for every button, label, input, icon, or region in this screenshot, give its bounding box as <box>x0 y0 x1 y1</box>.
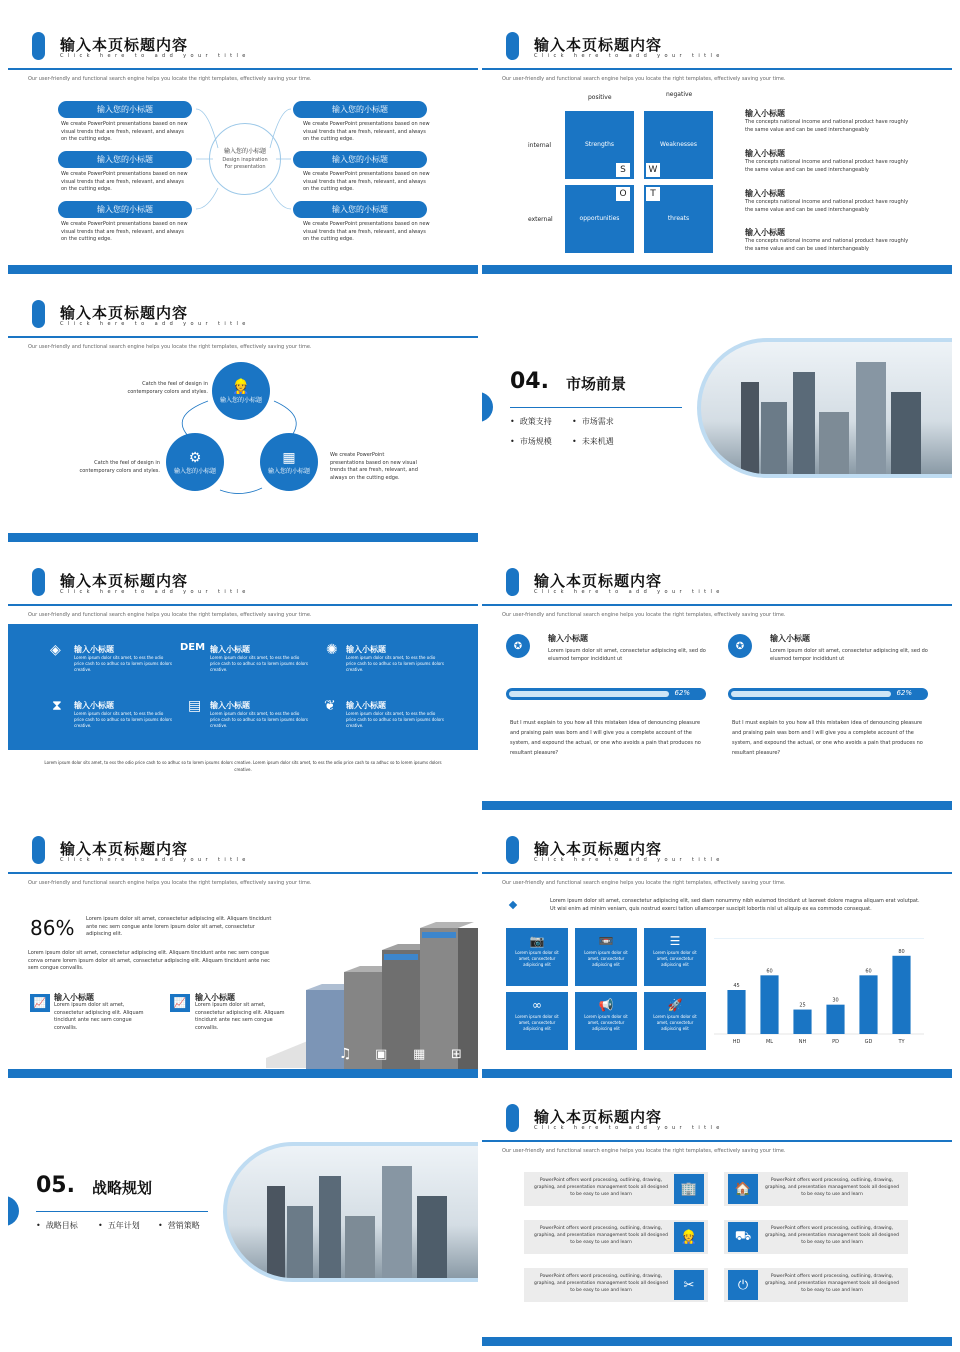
megaphone-icon: 📢 <box>598 998 614 1012</box>
page-desc: Our user-friendly and functional search engine helps you locate the right templates, effectively saving your time. <box>502 1148 786 1154</box>
slide-1[interactable] <box>8 8 478 274</box>
card-4 <box>724 1220 908 1254</box>
section-number: 04. <box>510 369 549 394</box>
worker-icon: 👷 <box>232 378 250 395</box>
item-text-6: We create PowerPoint presentations based on new visual trends that are fresh, relevant, and always on the cutting edge. <box>303 221 430 242</box>
progress-fill-2 <box>731 691 891 697</box>
label-pill-2: 输入您的小标题 <box>58 151 192 168</box>
chart-value-label: 25 <box>799 1002 806 1009</box>
sub2-title: 输入小标题 <box>195 993 235 1002</box>
svg-text:⊞: ⊞ <box>451 1047 462 1062</box>
mid-paragraph: Lorem ipsum dolor sit amet, consectetur adipiscing elit. Aliquam tincidunt ante nec sem congue conva ornare lorem ipsum dolor sit amet, consectetur adipiscing elit. Aliquam tincidunt ante nec sem congue convallis. <box>28 950 270 971</box>
feature-title: 输入小标题 <box>74 645 114 654</box>
shield-icon: ◈ <box>50 642 61 658</box>
side-text: The concepts national income and national product have roughly the same value and can be used interchangeably <box>745 119 909 133</box>
chart-icon: 📈 <box>170 994 190 1012</box>
svg-text:▣: ▣ <box>375 1047 388 1062</box>
page-title: 输入本页标题内容 <box>534 572 663 590</box>
header-line <box>482 872 952 874</box>
card-text: PowerPoint offers word processing, outlining, drawing, graphing, and presentation management tools all designed to be easy to use and learn <box>765 1274 899 1293</box>
page-desc: Our user-friendly and functional search engine helps you locate the right templates, effectively saving your time. <box>28 612 312 618</box>
chart-category-label: ML <box>765 1039 774 1045</box>
card-text: PowerPoint offers word processing, outlining, drawing, graphing, and presentation management tools all designed to be easy to use and learn <box>534 1274 668 1293</box>
side-item-3 <box>745 188 910 214</box>
page-subtitle: Click here to add your title <box>60 53 250 59</box>
node-label: 输入您的小标题 <box>267 467 310 475</box>
right-text: We create PowerPoint presentations based on new visual trends that are fresh, relevant, and always on the cutting edge. <box>330 452 418 481</box>
section-number: 05. <box>36 1173 75 1198</box>
chart-category-label: PD <box>832 1039 839 1045</box>
swot-strengths: Strengths <box>565 111 634 179</box>
side-text: The concepts national income and national product have roughly the same value and can be used interchangeably <box>745 199 909 213</box>
title-pill <box>506 568 519 596</box>
page-title: 输入本页标题内容 <box>60 572 189 590</box>
block1-title: 输入小标题 <box>548 634 588 643</box>
feature-6 <box>346 700 446 729</box>
title-pill <box>506 1104 519 1132</box>
tile-text: Lorem ipsum dolor sit amet, consectetur adipiscing elit <box>584 950 628 967</box>
card-5 <box>524 1268 708 1302</box>
page-title: 输入本页标题内容 <box>534 840 663 858</box>
rocket-icon: 🚀 <box>667 998 683 1012</box>
center-title: 输入您的小标题 <box>223 148 266 155</box>
sub1-title: 输入小标题 <box>54 993 94 1002</box>
svg-text:▦: ▦ <box>413 1047 426 1062</box>
label-pill-6: 输入您的小标题 <box>293 201 427 218</box>
slide-9[interactable] <box>8 1080 478 1346</box>
tile-binoculars <box>506 992 568 1050</box>
progress-label-1: 62% <box>674 689 690 697</box>
tile-text: Lorem ipsum dolor sit amet, consectetur adipiscing elit <box>515 950 559 967</box>
swot-s-letter: S <box>616 163 630 177</box>
diamond-bullet <box>509 901 517 909</box>
header-line <box>482 604 952 606</box>
page-subtitle: Click here to add your title <box>534 857 724 863</box>
swot-weaknesses: Weaknesses <box>644 111 713 179</box>
feature-title: 输入小标题 <box>346 645 386 654</box>
feature-title: 输入小标题 <box>346 701 386 710</box>
slide-8[interactable] <box>482 812 952 1078</box>
side-item-2 <box>745 148 910 174</box>
side-text: The concepts national income and national product have roughly the same value and can be used interchangeably <box>745 238 909 252</box>
chart-value-label: 60 <box>766 968 773 975</box>
side-title: 输入小标题 <box>745 149 785 158</box>
page-subtitle: Click here to add your title <box>534 53 724 59</box>
star-badge-icon: ✪ <box>728 634 752 658</box>
camera-icon: 📷 <box>529 934 545 948</box>
page-desc: Our user-friendly and functional search engine helps you locate the right templates, effectively saving your time. <box>28 880 312 886</box>
card-6 <box>724 1268 908 1302</box>
side-title: 输入小标题 <box>745 109 785 118</box>
feature-title: 输入小标题 <box>210 645 250 654</box>
bullet-text: 未来机遇 <box>581 437 614 446</box>
block2-body: But I must explain to you how all this mistaken idea of denouncing pleasure and praising pain was born and I will give you a complete account of the system, and expound the actual, or one who avoids a pain that produces no resultant pleasure? <box>732 720 923 756</box>
top-text: Catch the feel of design in contemporary colors and styles. <box>127 381 208 395</box>
bottom-bar <box>482 265 952 274</box>
tile-text: Lorem ipsum dolor sit amet, consectetur adipiscing elit <box>653 950 697 967</box>
page-desc: Our user-friendly and functional search engine helps you locate the right templates, effectively saving your time. <box>28 344 312 350</box>
bullet-text: 营销策略 <box>167 1221 200 1230</box>
chart-value-label: 80 <box>898 948 905 955</box>
side-title: 输入小标题 <box>745 189 785 198</box>
page-title: 输入本页标题内容 <box>60 36 189 54</box>
block1-text: Lorem ipsum dolor sit amet, consectetur adipiscing elit, sed do eiusmod tempor incididunt ut <box>548 648 706 662</box>
section-line <box>510 407 682 408</box>
item-text-2: We create PowerPoint presentations based on new visual trends that are fresh, relevant, and always on the cutting edge. <box>61 171 188 192</box>
feature-text: Lorem ipsum dolor sits amet, to ess the odio price cash to so adhuc so to lorem ipsums dolors creative. <box>210 711 309 728</box>
section-title: 市场前景 <box>566 375 627 393</box>
label-pill-3: 输入您的小标题 <box>58 201 192 218</box>
left-text: Catch the feel of design in contemporary colors and styles. <box>79 460 160 474</box>
bullet-text: 市场规模 <box>519 437 552 446</box>
chart-icon: 📈 <box>30 994 50 1012</box>
wheelbarrow-icon: ⛟ <box>728 1222 758 1252</box>
bullet-text: 战略目标 <box>45 1221 78 1230</box>
positive-label: positive <box>588 94 612 101</box>
internal-label: internal <box>528 142 552 149</box>
building-icon: 🏢 <box>674 1174 704 1204</box>
feature-text: Lorem ipsum dolor sits amet, to ess the odio price cash to so adhuc so to lorem ipsums dolors creative. <box>346 655 445 672</box>
city-photo <box>223 1142 478 1282</box>
label-pill-4: 输入您的小标题 <box>293 101 427 118</box>
slide-10[interactable] <box>482 1080 952 1346</box>
book-icon: ▤ <box>188 698 202 714</box>
feature-text: Lorem ipsum dolor sits amet, to ess the odio price cash to so adhuc so to lorem ipsums dolors creative. <box>346 711 445 728</box>
feature-text: Lorem ipsum dolor sits amet, to ess the odio price cash to so adhuc so to lorem ipsums dolors creative. <box>210 655 309 672</box>
bullet-text: 五年计划 <box>107 1221 140 1230</box>
feature-3 <box>346 644 446 673</box>
feature-text: Lorem ipsum dolor sits amet, to ess the odio price cash to so adhuc so to lorem ipsums dolors creative. <box>74 711 173 728</box>
bar-chart <box>714 938 924 1054</box>
card-text: PowerPoint offers word processing, outlining, drawing, graphing, and presentation management tools all designed to be easy to use and learn <box>765 1226 899 1245</box>
sub2-text: Lorem ipsum dolor sit amet, consectetur adipiscing elit. Aliquam tincidunt ante nec sem congue convallis. <box>195 1002 285 1031</box>
section-title: 战略规划 <box>92 1179 153 1197</box>
center-sub: Design inspiration For presentation <box>222 157 268 170</box>
tile-layers <box>644 928 706 986</box>
tile-megaphone <box>575 992 637 1050</box>
slide-6[interactable] <box>482 544 952 810</box>
title-pill <box>32 568 45 596</box>
house-icon: 🏠 <box>728 1174 758 1204</box>
star-badge-icon: ✪ <box>506 634 530 658</box>
feature-1 <box>74 644 174 673</box>
block1-body: But I must explain to you how all this mistaken idea of denouncing pleasure and praising pain was born and I will give you a complete account of the system, and expound the actual, or one who avoids a pain that produces no resultant pleasure? <box>510 720 701 756</box>
feature-5 <box>210 700 310 729</box>
tile-rocket <box>644 992 706 1050</box>
negative-label: negative <box>666 91 693 98</box>
chart-value-label: 45 <box>733 983 740 989</box>
plug-icon: ⏻ <box>728 1270 758 1300</box>
node-label: 输入您的小标题 <box>173 467 216 475</box>
bullet-1: • 政策支持 <box>510 417 552 426</box>
chart-bar <box>727 990 745 1034</box>
chart-category-label: NH <box>798 1039 807 1045</box>
slide-2[interactable] <box>482 8 952 274</box>
block2-text: Lorem ipsum dolor sit amet, consectetur adipiscing elit, sed do eiusmod tempor incididunt ut <box>770 648 928 662</box>
center-circle <box>209 123 281 195</box>
side-tab <box>8 1196 19 1226</box>
swot-w-letter: W <box>646 163 660 177</box>
title-pill <box>32 836 45 864</box>
progress-label-2: 62% <box>896 689 912 697</box>
page-title: 输入本页标题内容 <box>534 1108 663 1126</box>
chart-bar <box>760 975 778 1034</box>
label-pill-1: 输入您的小标题 <box>58 101 192 118</box>
header-line <box>8 604 478 606</box>
item-text-1: We create PowerPoint presentations based on new visual trends that are fresh, relevant, and always on the cutting edge. <box>61 121 188 142</box>
swot-threats: threats <box>644 185 713 253</box>
tile-text: Lorem ipsum dolor sit amet, consectetur adipiscing elit <box>515 1014 559 1031</box>
bullet-3: • 营销策略 <box>158 1221 200 1230</box>
card-1 <box>524 1172 708 1206</box>
svg-text:♫: ♫ <box>339 1046 352 1062</box>
page-desc: Our user-friendly and functional search engine helps you locate the right templates, effectively saving your time. <box>502 76 786 82</box>
squirrel-icon: ✺ <box>326 642 338 658</box>
feature-band <box>8 624 478 750</box>
bullet-4: • 未来机遇 <box>572 437 614 446</box>
worker-icon: 👷 <box>674 1222 704 1252</box>
slide-7[interactable] <box>8 812 478 1078</box>
page-subtitle: Click here to add your title <box>534 589 724 595</box>
chart-value-label: 60 <box>865 968 872 975</box>
feature-2 <box>210 644 310 673</box>
side-item-1 <box>745 108 910 134</box>
page-subtitle: Click here to add your title <box>60 321 250 327</box>
progress-bar-1 <box>506 688 706 700</box>
slide-5[interactable] <box>8 544 478 810</box>
slide-3[interactable] <box>8 276 478 542</box>
item-text-5: We create PowerPoint presentations based on new visual trends that are fresh, relevant, and always on the cutting edge. <box>303 171 430 192</box>
page-desc: Our user-friendly and functional search engine helps you locate the right templates, effectively saving your time. <box>28 76 312 82</box>
swot-opportunities: opportunities <box>565 185 634 253</box>
progress-fill-1 <box>509 691 669 697</box>
progress-bar-2 <box>728 688 928 700</box>
external-label: external <box>528 216 553 223</box>
cycle-node-top <box>212 362 270 420</box>
binoculars-icon: ∞ <box>532 998 542 1012</box>
cycle-node-right <box>260 433 318 491</box>
sub1-text: Lorem ipsum dolor sit amet, consectetur adipiscing elit. Aliquam tincidunt ante nec sem congue convallis. <box>54 1002 144 1031</box>
page-title: 输入本页标题内容 <box>534 36 663 54</box>
layers-icon: ☰ <box>669 934 681 948</box>
side-text: The concepts national income and national product have roughly the same value and can be used interchangeably <box>745 159 909 173</box>
tile-camera <box>506 928 568 986</box>
card-2 <box>724 1172 908 1206</box>
page-subtitle: Click here to add your title <box>534 1125 724 1131</box>
chart-category-label: TY <box>898 1039 905 1045</box>
bullet-2: • 市场需求 <box>572 417 614 426</box>
bottom-bar <box>8 265 478 274</box>
bullet-text: 政策支持 <box>519 417 552 426</box>
section-line <box>36 1211 208 1212</box>
page-subtitle: Click here to add your title <box>60 857 250 863</box>
feature-title: 输入小标题 <box>210 701 250 710</box>
tile-cassette <box>575 928 637 986</box>
feature-4 <box>74 700 174 729</box>
layout-icon: ▦ <box>282 449 296 466</box>
header-line <box>482 68 952 70</box>
big-percent: 86% <box>30 916 75 940</box>
chart-bar <box>793 1010 811 1034</box>
chart-category-label: GD <box>864 1039 873 1045</box>
city-photo <box>697 338 952 478</box>
top-paragraph: Lorem ipsum dolor sit amet, consectetur adipiscing elit, sed diam nonummy nibh euismod tincidunt ut laoreet dolore magna aliquam erat volutpat. Ut wisi enim ad minim veniam, quis nostrud exerci tation ullamcorper suscipit lobortis nisl ut aliquip ex ea commodo consequat. <box>550 898 920 912</box>
label-pill-5: 输入您的小标题 <box>293 151 427 168</box>
swot-o-letter: O <box>616 187 630 201</box>
bullet-text: 市场需求 <box>581 417 614 426</box>
side-tab <box>482 392 493 422</box>
node-label: 输入您的小标题 <box>219 396 262 404</box>
slide-4[interactable] <box>482 276 952 542</box>
page-title: 输入本页标题内容 <box>60 840 189 858</box>
side-item-4 <box>745 227 910 253</box>
card-text: PowerPoint offers word processing, outlining, drawing, graphing, and presentation management tools all designed to be easy to use and learn <box>765 1178 899 1197</box>
gear-icon: ⚙ <box>188 449 202 466</box>
chart-category-label: HD <box>732 1039 741 1045</box>
block2-title: 输入小标题 <box>770 634 810 643</box>
bullet-3: • 市场规模 <box>510 437 552 446</box>
tile-text: Lorem ipsum dolor sit amet, consectetur adipiscing elit <box>653 1014 697 1031</box>
chart-value-label: 30 <box>832 997 839 1004</box>
dem-logo-icon: DEM <box>180 642 206 653</box>
page-title: 输入本页标题内容 <box>60 304 189 322</box>
cycle-node-left <box>166 433 224 491</box>
card-text: PowerPoint offers word processing, outlining, drawing, graphing, and presentation management tools all designed to be easy to use and learn <box>534 1178 668 1197</box>
tools-icon: ✂ <box>674 1270 704 1300</box>
cherry-icon: ❦ <box>324 698 336 714</box>
card-text: PowerPoint offers word processing, outlining, drawing, graphing, and presentation management tools all designed to be easy to use and learn <box>534 1226 668 1245</box>
bottom-text: Lorem ipsum dolor sits amet, to ess the odio price cash to so adhuc so to lorem ipsums dolors creative. Lorem ipsum dolor sits amet, to ess the odio price cash to so adhuc so to lorem ipsums dolors creative. <box>44 760 442 772</box>
swot-t-letter: T <box>646 187 660 201</box>
page-subtitle: Click here to add your title <box>60 589 250 595</box>
bottom-bar <box>8 533 478 542</box>
bottom-bar <box>482 801 952 810</box>
chart-bar <box>859 975 877 1034</box>
feature-text: Lorem ipsum dolor sits amet, to ess the odio price cash to so adhuc so to lorem ipsums dolors creative. <box>74 655 173 672</box>
tile-text: Lorem ipsum dolor sit amet, consectetur adipiscing elit <box>584 1014 628 1031</box>
side-title: 输入小标题 <box>745 228 785 237</box>
card-3 <box>524 1220 708 1254</box>
page-desc: Our user-friendly and functional search engine helps you locate the right templates, effectively saving your time. <box>502 612 786 618</box>
item-text-3: We create PowerPoint presentations based on new visual trends that are fresh, relevant, and always on the cutting edge. <box>61 221 188 242</box>
page-desc: Our user-friendly and functional search engine helps you locate the right templates, effectively saving your time. <box>502 880 786 886</box>
bottom-bar <box>8 1069 478 1078</box>
header-line <box>8 872 478 874</box>
title-pill <box>506 836 519 864</box>
cassette-icon: 📼 <box>598 934 614 948</box>
item-text-4: We create PowerPoint presentations based on new visual trends that are fresh, relevant, and always on the cutting edge. <box>303 121 430 142</box>
header-line <box>482 1140 952 1142</box>
chart-bar <box>892 956 910 1034</box>
feature-title: 输入小标题 <box>74 701 114 710</box>
stairs-graphic <box>266 920 478 1078</box>
bottom-bar <box>482 1069 952 1078</box>
title-pill <box>506 32 519 60</box>
bottom-bar <box>482 1337 952 1346</box>
top-paragraph: Lorem ipsum dolor sit amet, consectetur adipiscing elit. Aliquam tincidunt ante nec sem congue ante lorem ipsum dolor sit amet, consectetur adipiscing elit. <box>86 916 272 937</box>
bullet-2: • 五年计划 <box>98 1221 140 1230</box>
bullet-1: • 战略目标 <box>36 1221 78 1230</box>
chart-bar <box>826 1005 844 1034</box>
tornado-icon: ⧗ <box>52 698 62 714</box>
